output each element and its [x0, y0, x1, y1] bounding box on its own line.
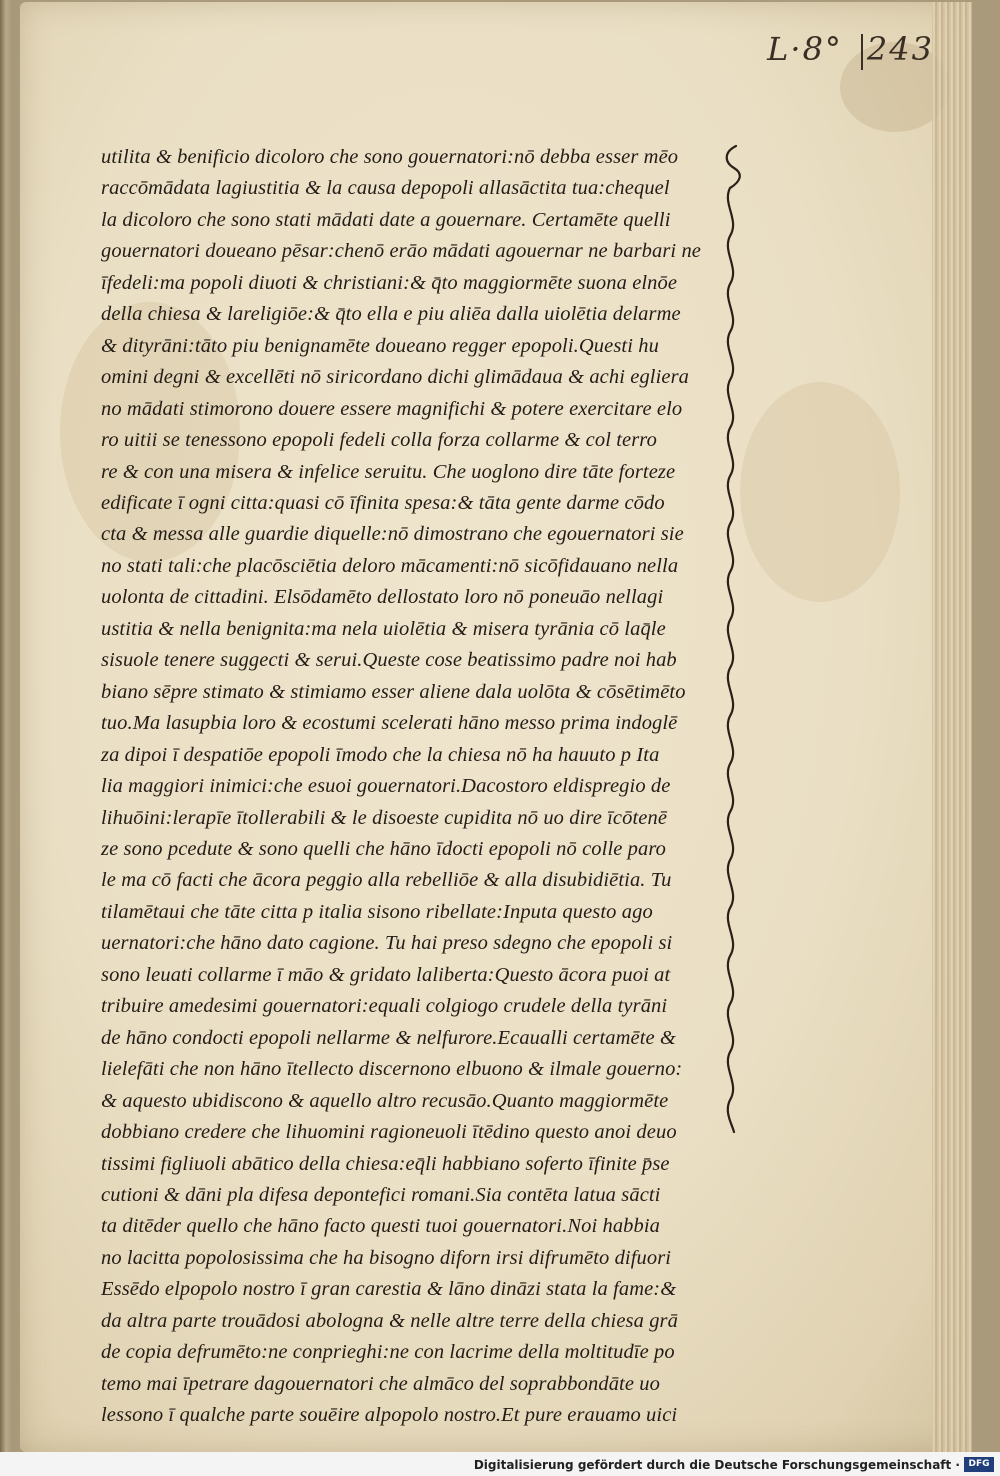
text-line: lessono ī qualche parte souēire alpopolo nostro.Et pure erauamo uici [101, 1404, 678, 1427]
text-line: da altra parte trouādosi abologna & nelle altre terre della chiesa grā [101, 1309, 678, 1332]
text-line: ro uitii se tenessono epopoli fedeli colla forza collarme & col terro [101, 429, 657, 452]
text-line: dobbiano credere che lihuomini ragioneuoli ītēdino questo anoi deuo [101, 1121, 677, 1144]
text-line: no mādati stimorono douere essere magnifichi & potere exercitare elo [101, 397, 683, 420]
text-line: sisuole tenere suggecti & serui.Queste cose beatissimo padre noi hab [101, 649, 677, 672]
text-line: utilita & benificio dicoloro che sono gouernatori:nō debba esser mēo [101, 146, 679, 168]
text-line: omini degni & excellēti nō siricordano dichi glimādaua & achi egliera [101, 366, 690, 389]
text-line: no lacitta popolosissima che ha bisogno diforn irsi difrumēto difuori [101, 1246, 672, 1269]
text-line: ustitia & nella benignita:ma nela uiolētia & misera tyrānia cō laq̄le [101, 617, 666, 640]
text-line: uolonta de cittadini. Elsōdamēto dellostato loro nō poneuāo nellagi [101, 586, 664, 609]
text-line: ta ditēder quello che hāno facto questi tuoi gouernatori.Noi habbia [101, 1215, 661, 1238]
text-line: lihuōini:lerapīe ītollerabili & le disoeste cupidita nō uo dire īcōtenē [101, 806, 668, 829]
main-text-block [101, 142, 701, 1432]
text-line: cta & messa alle guardie diquelle:nō dimostrano che egouernatori sie [101, 523, 684, 546]
text-line: de copia defrumēto:ne conprieghi:ne con lacrime della moltitudīe po [101, 1341, 675, 1364]
text-line: ze sono pcedute & sono quelli che hāno īdocti epopoli nō colle paro [101, 837, 667, 860]
text-line: tuo.Ma lasupbia loro & ecostumi scelerati hāno messo prima indoglē [101, 712, 678, 735]
text-line: sono leuati collarme ī māo & gridato laliberta:Questo ācora puoi at [101, 963, 671, 986]
folio-divider [861, 34, 863, 70]
text-line: uernatori:che hāno dato cagione. Tu hai preso sdegno che epopoli si [101, 932, 673, 955]
text-line: īfedeli:ma popoli diuoti & christiani:& q̄to maggiormēte suona elnōe [101, 271, 678, 294]
text-line: Essēdo elpopolo nostro ī gran carestia & lāno dināzi stata la fame:& [101, 1278, 677, 1301]
text-line: & aquesto ubidiscono & aquello altro recusāo.Quanto maggiormēte [101, 1089, 669, 1112]
text-line: le ma cō facti che ācora peggio alla rebelliōe & alla disubidiētia. Tu [101, 869, 672, 892]
dfg-logo: DFG [964, 1457, 994, 1472]
text-line: za dipoi ī despatiōe epopoli īmodo che la chiesa nō ha hauuto p Ita [101, 743, 660, 766]
text-line: de hāno condocti epopoli nellarme & nelfurore.Ecaualli certamēte & [101, 1026, 676, 1049]
text-line: re & con una misera & infelice seruitu. Che uoglono dire tāte forteze [101, 460, 676, 483]
text-line: tissimi figliuoli abātico della chiesa:eq̄li habbiano soferto īfinite p̄se [101, 1152, 670, 1175]
marginal-wavy-line [720, 144, 748, 1144]
text-line: biano sēpre stimato & stimiamo esser aliene dala uolōta & cōsētimēto [101, 680, 686, 703]
text-line: gouernatori doueano pēsar:chenō erāo mādati agouernar ne barbari ne [101, 240, 701, 263]
paper-stain [740, 382, 900, 602]
text-line: la dicoloro che sono stati mādati date a gouernare. Certamēte quelli [101, 208, 671, 231]
text-line: tribuire amedesimi gouernatori:equali colgiogo crudele della tyrāni [101, 995, 668, 1018]
text-line: lielefāti che non hāno ītellecto discernono elbuono & ilmale gouerno: [101, 1058, 683, 1081]
footer-credit: Digitalisierung gefördert durch die Deutsche Forschungsgemeinschaft · [473, 1458, 960, 1472]
text-line: temo mai īpetrare dagouernatori che almāco del soprabbondāte uo [101, 1372, 660, 1395]
text-line: raccōmādata lagiustitia & la causa depopoli allasāctita tua:chequel [101, 177, 670, 200]
text-line: della chiesa & lareligiōe:& q̄to ella e piu aliēa dalla uiolētia delarme [101, 303, 681, 326]
text-line: edificate ī ogni citta:quasi cō īfinita spesa:& tāta gente darme cōdo [101, 491, 665, 514]
page-edge [932, 2, 972, 1452]
text-line: & dityrāni:tāto piu benignamēte doueano regger epopoli.Questi hu [101, 334, 659, 357]
gathering-mark: L·8° [767, 30, 843, 68]
text-line: no stati tali:che placōsciētia deloro mācamenti:nō sicōfidauano nella [101, 554, 679, 577]
text-line: lia maggiori inimici:che esuoi gouernatori.Dacostoro eldispregio de [101, 775, 671, 798]
text-line: tilamētaui che tāte citta p italia sisono ribellate:Inputa questo ago [101, 900, 653, 923]
folio-mark [767, 30, 934, 70]
text-line: cutioni & dāni pla difesa depontefici romani.Sia contēta latua sācti [101, 1183, 661, 1206]
footer-bar [0, 1452, 1000, 1476]
leaf-number: 243 [866, 30, 934, 68]
